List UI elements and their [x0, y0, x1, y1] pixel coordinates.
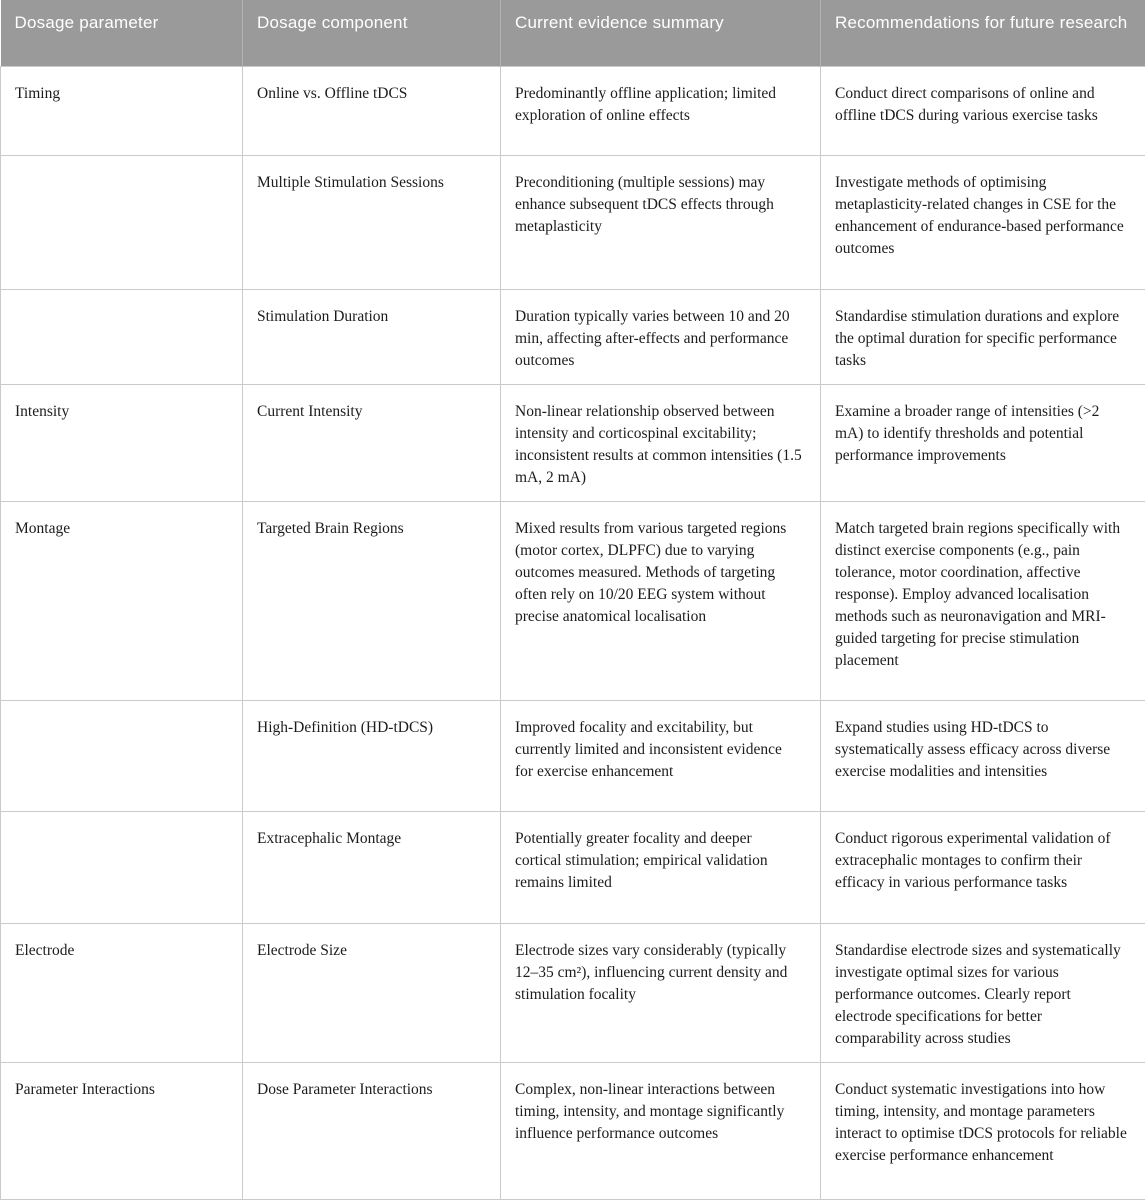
cell-recommendation: Conduct rigorous experimental validation of extracephalic montages to confirm their efficacy in various performance tasks — [821, 811, 1145, 923]
cell-dosage-component: Online vs. Offline tDCS — [243, 66, 501, 155]
cell-recommendation: Conduct direct comparisons of online and offline tDCS during various exercise tasks — [821, 66, 1145, 155]
column-header-dosage-parameter: Dosage parameter — [1, 0, 243, 66]
table-row — [1, 289, 1145, 384]
cell-evidence-summary: Predominantly offline application; limited exploration of online effects — [501, 66, 821, 155]
column-header-dosage-component: Dosage component — [243, 0, 501, 66]
cell-evidence-summary: Duration typically varies between 10 and 20 min, affecting after-effects and performance outcomes — [501, 289, 821, 384]
cell-evidence-summary: Non-linear relationship observed between intensity and corticospinal excitability; inconsistent results at common intensities (1.5 mA, 2 mA) — [501, 384, 821, 501]
cell-evidence-summary: Preconditioning (multiple sessions) may enhance subsequent tDCS effects through metaplasticity — [501, 155, 821, 289]
column-header-current-evidence-summary: Current evidence summary — [501, 0, 821, 66]
cell-evidence-summary: Complex, non-linear interactions between timing, intensity, and montage significantly influence performance outcomes — [501, 1062, 821, 1199]
column-header-recommendations: Recommendations for future research — [821, 0, 1145, 66]
cell-recommendation: Examine a broader range of intensities (>2 mA) to identify thresholds and potential performance improvements — [821, 384, 1145, 501]
cell-evidence-summary: Electrode sizes vary considerably (typically 12–35 cm²), influencing current density and stimulation focality — [501, 923, 821, 1062]
table-row — [1, 501, 1145, 700]
cell-recommendation: Standardise electrode sizes and systematically investigate optimal sizes for various performance outcomes. Clearly report electrode specifications for better comparability across studies — [821, 923, 1145, 1062]
table-row — [1, 700, 1145, 811]
cell-recommendation: Match targeted brain regions specifically with distinct exercise components (e.g., pain tolerance, motor coordination, affective response). Employ advanced localisation methods such as neuronavigation and MRI-guided targeting for precise stimulation placement — [821, 501, 1145, 700]
cell-recommendation: Expand studies using HD-tDCS to systematically assess efficacy across diverse exercise modalities and intensities — [821, 700, 1145, 811]
cell-dosage-parameter — [1, 811, 243, 923]
header-row — [1, 0, 1145, 66]
table-body — [1, 66, 1145, 1199]
cell-dosage-parameter: Timing — [1, 66, 243, 155]
cell-dosage-parameter — [1, 289, 243, 384]
cell-dosage-parameter — [1, 155, 243, 289]
table-row — [1, 384, 1145, 501]
cell-dosage-component: Multiple Stimulation Sessions — [243, 155, 501, 289]
cell-dosage-parameter: Montage — [1, 501, 243, 700]
table-row — [1, 811, 1145, 923]
table-row — [1, 66, 1145, 155]
cell-evidence-summary: Potentially greater focality and deeper cortical stimulation; empirical validation remains limited — [501, 811, 821, 923]
cell-dosage-parameter: Intensity — [1, 384, 243, 501]
cell-dosage-component: Extracephalic Montage — [243, 811, 501, 923]
table-row — [1, 155, 1145, 289]
cell-dosage-component: Current Intensity — [243, 384, 501, 501]
cell-dosage-component: Dose Parameter Interactions — [243, 1062, 501, 1199]
cell-recommendation: Standardise stimulation durations and explore the optimal duration for specific performance tasks — [821, 289, 1145, 384]
cell-recommendation: Conduct systematic investigations into how timing, intensity, and montage parameters interact to optimise tDCS protocols for reliable exercise performance enhancement — [821, 1062, 1145, 1199]
cell-evidence-summary: Mixed results from various targeted regions (motor cortex, DLPFC) due to varying outcomes measured. Methods of targeting often rely on 10/20 EEG system without precise anatomical localisation — [501, 501, 821, 700]
cell-dosage-parameter: Electrode — [1, 923, 243, 1062]
cell-dosage-parameter: Parameter Interactions — [1, 1062, 243, 1199]
cell-recommendation: Investigate methods of optimising metaplasticity-related changes in CSE for the enhancement of endurance-based performance outcomes — [821, 155, 1145, 289]
cell-dosage-component: Electrode Size — [243, 923, 501, 1062]
cell-dosage-component: High-Definition (HD-tDCS) — [243, 700, 501, 811]
table-row — [1, 923, 1145, 1062]
table-header — [1, 0, 1145, 66]
table-row — [1, 1062, 1145, 1199]
cell-dosage-component: Targeted Brain Regions — [243, 501, 501, 700]
cell-dosage-parameter — [1, 700, 243, 811]
cell-dosage-component: Stimulation Duration — [243, 289, 501, 384]
cell-evidence-summary: Improved focality and excitability, but currently limited and inconsistent evidence for exercise enhancement — [501, 700, 821, 811]
